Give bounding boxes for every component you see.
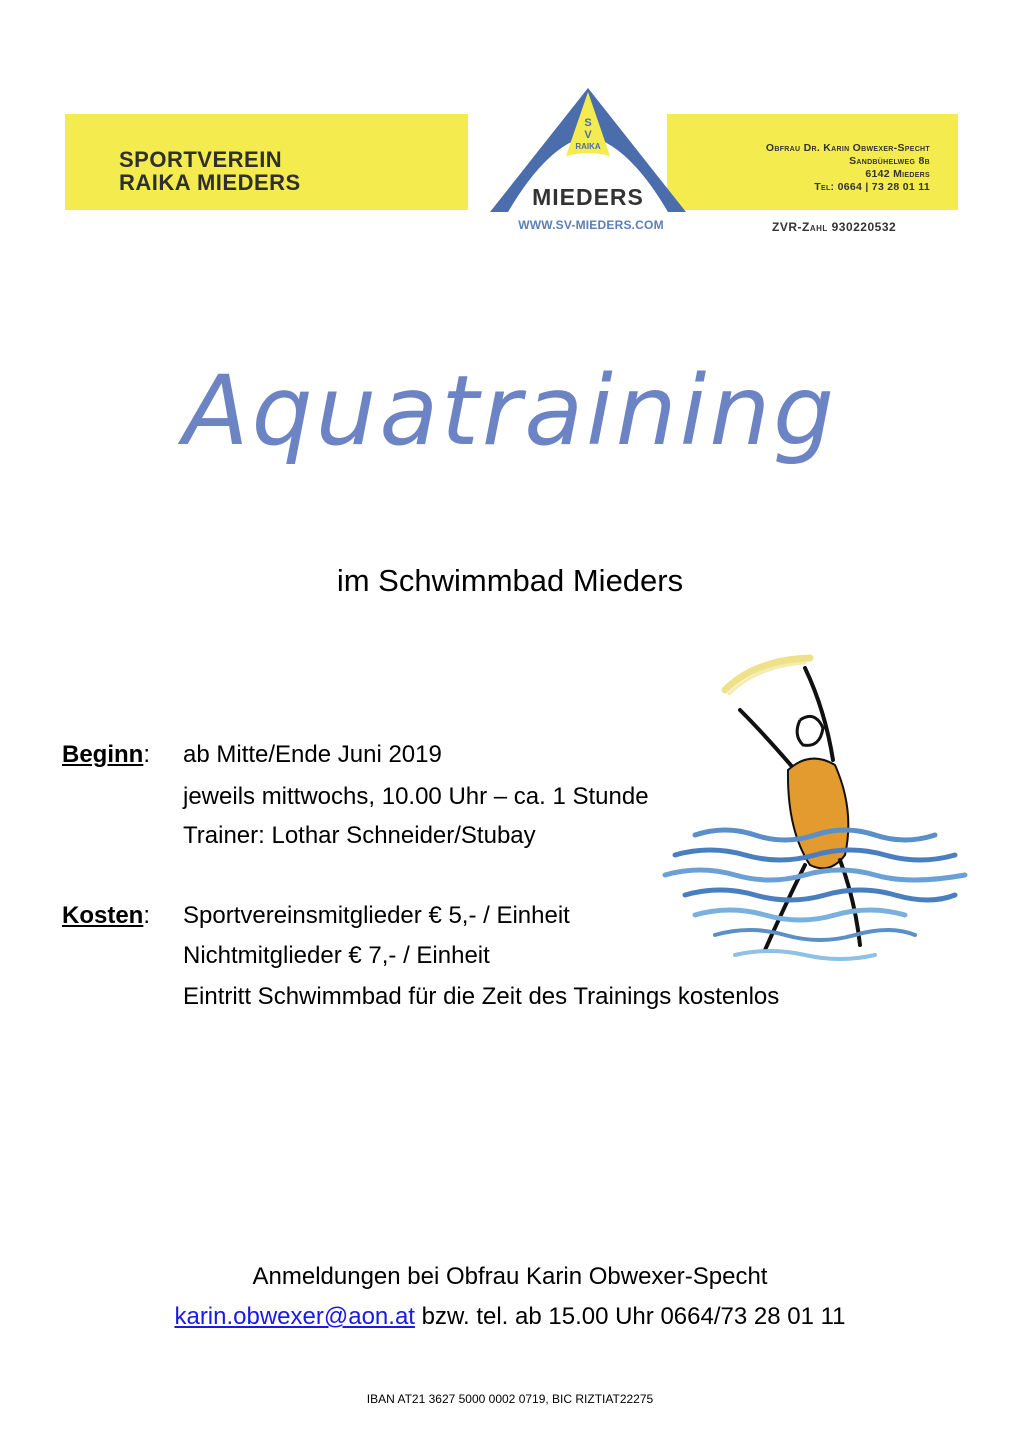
- subtitle: im Schwimmbad Mieders: [336, 563, 684, 598]
- beginn-label-text: Beginn: [62, 741, 144, 768]
- logo-raika: RAIKA: [575, 142, 601, 151]
- club-name-line2: RAIKA MIEDERS: [119, 170, 301, 195]
- website-link[interactable]: WWW.SV-MIEDERS.COM: [518, 218, 664, 232]
- beginn-label: [62, 741, 150, 769]
- registration-line: Anmeldungen bei Obfrau Karin Obwexer-Specht: [252, 1263, 768, 1290]
- contact-line: 6142 Mieders: [865, 168, 930, 180]
- bank-details: IBAN AT21 3627 5000 0002 0719, BIC RIZTIAT22275: [366, 1392, 654, 1406]
- contact-block: [766, 142, 930, 194]
- kosten-label: [62, 902, 150, 930]
- beginn-line: ab Mitte/Ende Juni 2019: [183, 741, 442, 768]
- kosten-line: Sportvereinsmitglieder € 5,- / Einheit: [183, 902, 570, 929]
- beginn-colon: :: [143, 741, 150, 768]
- contact-line: Tel: 0664 | 73 28 01 11: [814, 181, 930, 193]
- swimmer-head: [797, 716, 823, 745]
- swimmer-arm-left: [740, 710, 795, 770]
- swimmer-illustration: [655, 650, 975, 975]
- logo-letter-s: S: [584, 117, 592, 129]
- beginn-line: Trainer: Lothar Schneider/Stubay: [183, 822, 536, 849]
- registration-contact: [0, 1303, 1020, 1331]
- club-name-line1: SPORTVEREIN: [119, 147, 283, 172]
- kosten-label-text: Kosten: [62, 902, 144, 929]
- kosten-line: Eintritt Schwimmbad für die Zeit des Trainings kostenlos: [183, 983, 780, 1010]
- logo-mieders: MIEDERS: [532, 184, 644, 210]
- club-logo: [478, 84, 698, 219]
- club-name: [119, 148, 301, 194]
- zvr-number: ZVR-Zahl 930220532: [772, 220, 897, 234]
- contact-line: Obfrau Dr. Karin Obwexer-Specht: [765, 142, 930, 154]
- contact-line: Sandbühelweg 8b: [849, 155, 930, 167]
- page-title: Aquatraining: [182, 355, 838, 467]
- kosten-line: Nichtmitglieder € 7,- / Einheit: [183, 942, 490, 969]
- beginn-line: jeweils mittwochs, 10.00 Uhr – ca. 1 Stunde: [183, 783, 649, 810]
- kosten-colon: :: [143, 902, 151, 929]
- email-link[interactable]: karin.obwexer@aon.at: [174, 1303, 415, 1330]
- logo-letter-v: V: [584, 129, 592, 141]
- phone-text: bzw. tel. ab 15.00 Uhr 0664/73 28 01 11: [414, 1303, 846, 1330]
